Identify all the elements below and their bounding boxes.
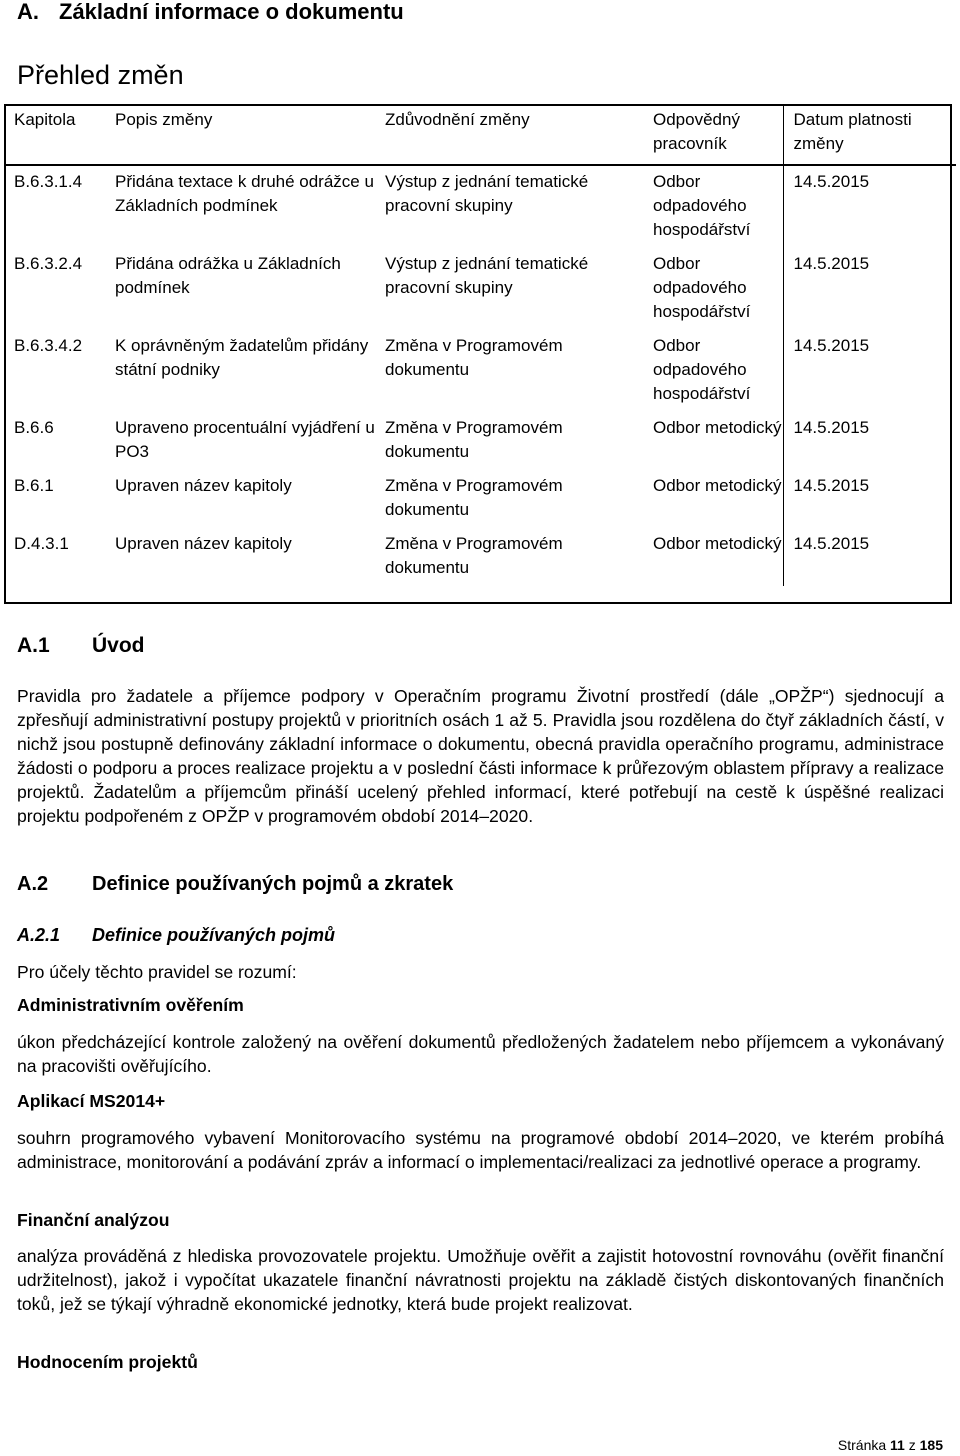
- cell-responsible: Odbor odpadového hospodářství: [653, 172, 751, 239]
- section-title: Definice používaných pojmů a zkratek: [92, 873, 454, 895]
- cell-date: 14.5.2015: [783, 165, 956, 248]
- cell-date: 14.5.2015: [783, 412, 956, 470]
- cell-reason: Změna v Programovém dokumentu: [385, 418, 563, 461]
- cell-reason: Výstup z jednání tematické pracovní skupiny: [385, 254, 589, 297]
- section-definitions-heading: [17, 873, 453, 896]
- term-title: Finanční analýzou: [17, 1210, 170, 1230]
- term-definition: analýza prováděná z hlediska provozovatele projektu. Umožňuje ověřit a zajistit hotovostní rovnováhu (ověřit finanční udržitelnost), jakož i vypočítat ukazatele finanční návratnosti projektu na základě čistých diskontovaných finančních toků, jež se týkají výhradně ekonomické jednotky, která bude projekt realizovat.: [17, 1246, 944, 1314]
- changes-title: Přehled změn: [17, 60, 184, 90]
- intro-paragraph: Pravidla pro žadatele a příjemce podpory v Operačním programu Životní prostředí (dále „OPŽP“) sjednocují a zpřesňují administrativní postupy projektů v prioritních osách 1 až 5. Pravidla jsou rozdělena do čtyř základních částí, v nichž jsou postupně definovány základní informace o dokumentu, obecná pravidla operačního programu, administrace žádosti o podporu a proces realizace projektu a v poslední části informace k průřezovým oblastem přípravy a realizace projektů. Žadatelům a příjemcům přináší ucelený přehled informací, které potřebují na cestě k úspěšné realizaci projektu podpořeném z OPŽP v programovém období 2014–2020.: [17, 686, 944, 826]
- col-header-date: Datum platnosti změny: [783, 104, 956, 165]
- definitions-lead: Pro účely těchto pravidel se rozumí:: [17, 962, 297, 982]
- col-header-reason: Zdůvodnění změny: [385, 110, 530, 129]
- cell-responsible: Odbor metodický: [653, 418, 782, 437]
- cell-responsible: Odbor metodický: [653, 534, 782, 553]
- subsection-number: A.2.1: [17, 925, 61, 945]
- table-row: [4, 248, 956, 330]
- cell-description: Upraven název kapitoly: [115, 534, 292, 553]
- cell-reason: Změna v Programovém dokumentu: [385, 336, 563, 379]
- chapter-heading: [17, 0, 404, 25]
- cell-date: 14.5.2015: [783, 528, 956, 586]
- section-intro-heading: [17, 634, 145, 658]
- col-header-responsible: Odpovědný pracovník: [653, 110, 740, 153]
- table-header-row: [4, 104, 956, 165]
- footer-total: 185: [919, 1437, 943, 1453]
- cell-chapter: B.6.6: [14, 418, 54, 437]
- cell-description: Upraveno procentuální vyjádření u PO3: [115, 418, 375, 461]
- table-row: [4, 528, 956, 586]
- cell-description: K oprávněným žadatelům přidány státní podniky: [115, 336, 369, 379]
- section-number: A.1: [17, 634, 50, 657]
- cell-chapter: B.6.3.2.4: [14, 254, 83, 273]
- cell-description: Přidána textace k druhé odrážce u Základních podmínek: [115, 172, 374, 215]
- table-row: [4, 165, 956, 248]
- cell-chapter: B.6.3.4.2: [14, 336, 83, 355]
- chapter-title: Základní informace o dokumentu: [59, 0, 404, 24]
- table-row: [4, 412, 956, 470]
- cell-chapter: D.4.3.1: [14, 534, 69, 553]
- cell-responsible: Odbor odpadového hospodářství: [653, 254, 751, 321]
- section-number: A.2: [17, 873, 49, 895]
- cell-responsible: Odbor odpadového hospodářství: [653, 336, 751, 403]
- cell-description: Přidána odrážka u Základních podmínek: [115, 254, 341, 297]
- page-footer: [838, 1437, 943, 1453]
- term-definition: souhrn programového vybavení Monitorovacího systému na programové období 2014–2020, ve kterém probíhá administrace, monitorování a podávání zpráv a informací o implementaci/realizaci za jednotlivé operace a programy.: [17, 1128, 944, 1172]
- cell-responsible: Odbor metodický: [653, 476, 782, 495]
- cell-reason: Změna v Programovém dokumentu: [385, 534, 563, 577]
- term-title: Administrativním ověřením: [17, 995, 244, 1015]
- subsection-title: Definice používaných pojmů: [92, 925, 336, 945]
- col-header-description: Popis změny: [115, 110, 213, 129]
- term-title: Aplikací MS2014+: [17, 1091, 166, 1111]
- footer-of: z: [908, 1437, 916, 1453]
- term-title: Hodnocením projektů: [17, 1352, 198, 1372]
- footer-label: Stránka: [837, 1437, 887, 1453]
- chapter-number: A.: [17, 0, 39, 24]
- changes-table: [4, 104, 956, 586]
- cell-description: Upraven název kapitoly: [115, 476, 292, 495]
- section-title: Úvod: [92, 634, 145, 657]
- cell-chapter: B.6.1: [14, 476, 54, 495]
- cell-date: 14.5.2015: [783, 248, 956, 330]
- table-row: [4, 330, 956, 412]
- table-row: [4, 470, 956, 528]
- term-definition: úkon předcházející kontrole založený na ověření dokumentů předložených žadatelem nebo příjemcem a vykonávaný na pracovišti ověřujícího.: [17, 1032, 944, 1076]
- subsection-heading: [17, 925, 335, 946]
- cell-reason: Výstup z jednání tematické pracovní skupiny: [385, 172, 589, 215]
- cell-reason: Změna v Programovém dokumentu: [385, 476, 563, 519]
- col-header-chapter: Kapitola: [14, 110, 76, 129]
- cell-date: 14.5.2015: [783, 330, 956, 412]
- cell-date: 14.5.2015: [783, 470, 956, 528]
- cell-chapter: B.6.3.1.4: [14, 172, 83, 191]
- footer-page: 11: [890, 1437, 905, 1453]
